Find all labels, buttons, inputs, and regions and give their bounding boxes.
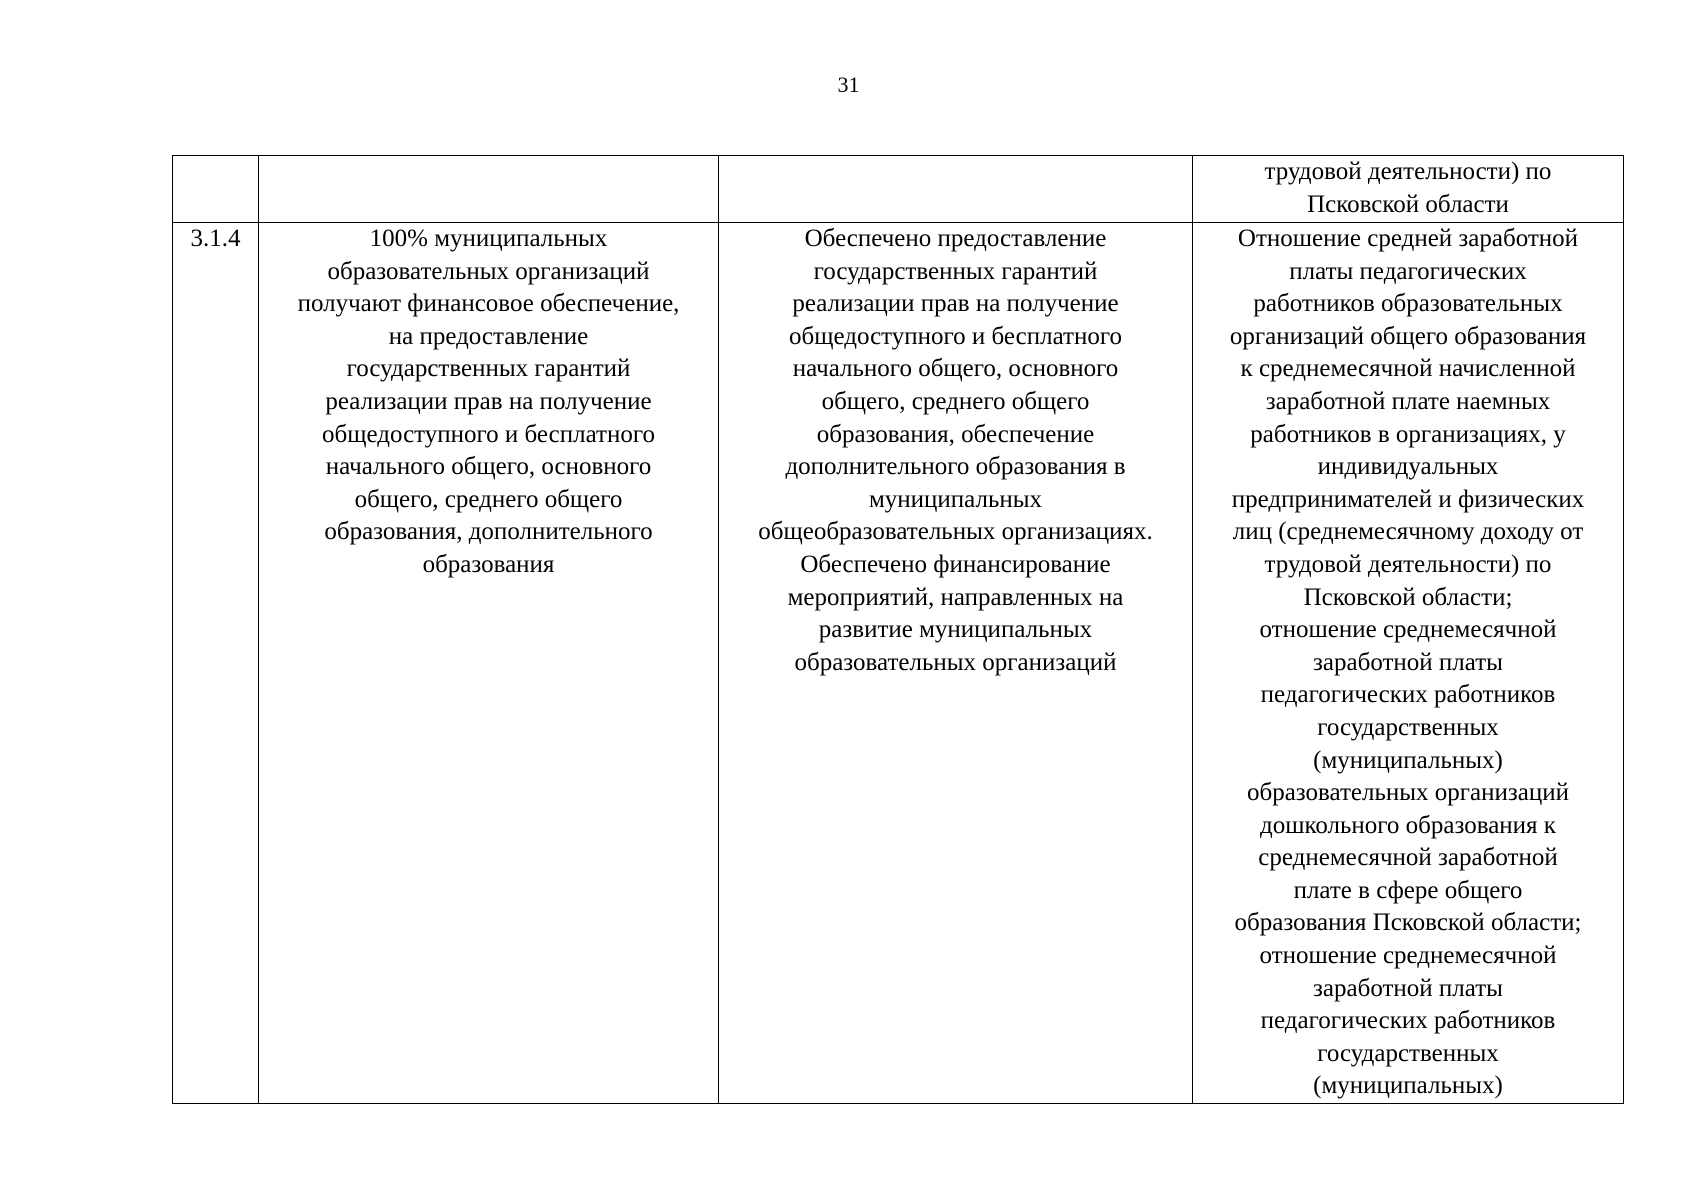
cell-effect: [719, 156, 1193, 223]
cell-effect: Обеспечено предоставление государственных гарантий реализации прав на получение общедоступного и бесплатного начального общего, основного общего, среднего общего образования, обеспечение дополнительного образования в муниципальных общеобразовательных организациях. Обеспечено финансирование мероприятий, направленных на развитие муниципальных образовательных организаций: [719, 223, 1193, 1104]
page-number: 31: [837, 72, 860, 97]
cell-number: [173, 156, 259, 223]
table-row-continuation: [173, 156, 1624, 223]
cell-indicator: Отношение средней заработной платы педагогических работников образовательных организаций общего образования к среднемесячной начисленной заработной плате наемных работников в организациях, у индивидуальных предпринимателей и физических лиц (среднемесячному доходу от трудовой деятельности) по Псковской области; отношение среднемесячной заработной платы педагогических работников государственных (муниципальных) образовательных организаций дошкольного образования к среднемесячной заработной плате в сфере общего образования Псковской области; отношение среднемесячной заработной платы педагогических работников государственных (муниципальных): [1193, 223, 1624, 1104]
cell-indicator: трудовой деятельности) по Псковской области: [1193, 156, 1624, 223]
cell-result: 100% муниципальных образовательных организаций получают финансовое обеспечение, на предоставление государственных гарантий реализации прав на получение общедоступного и бесплатного начального общего, основного общего, среднего общего образования, дополнительного образования: [259, 223, 719, 1104]
document-table: [172, 155, 1624, 1104]
table-row-3-1-4: [173, 223, 1624, 1104]
cell-result: [259, 156, 719, 223]
cell-number: 3.1.4: [173, 223, 259, 1104]
